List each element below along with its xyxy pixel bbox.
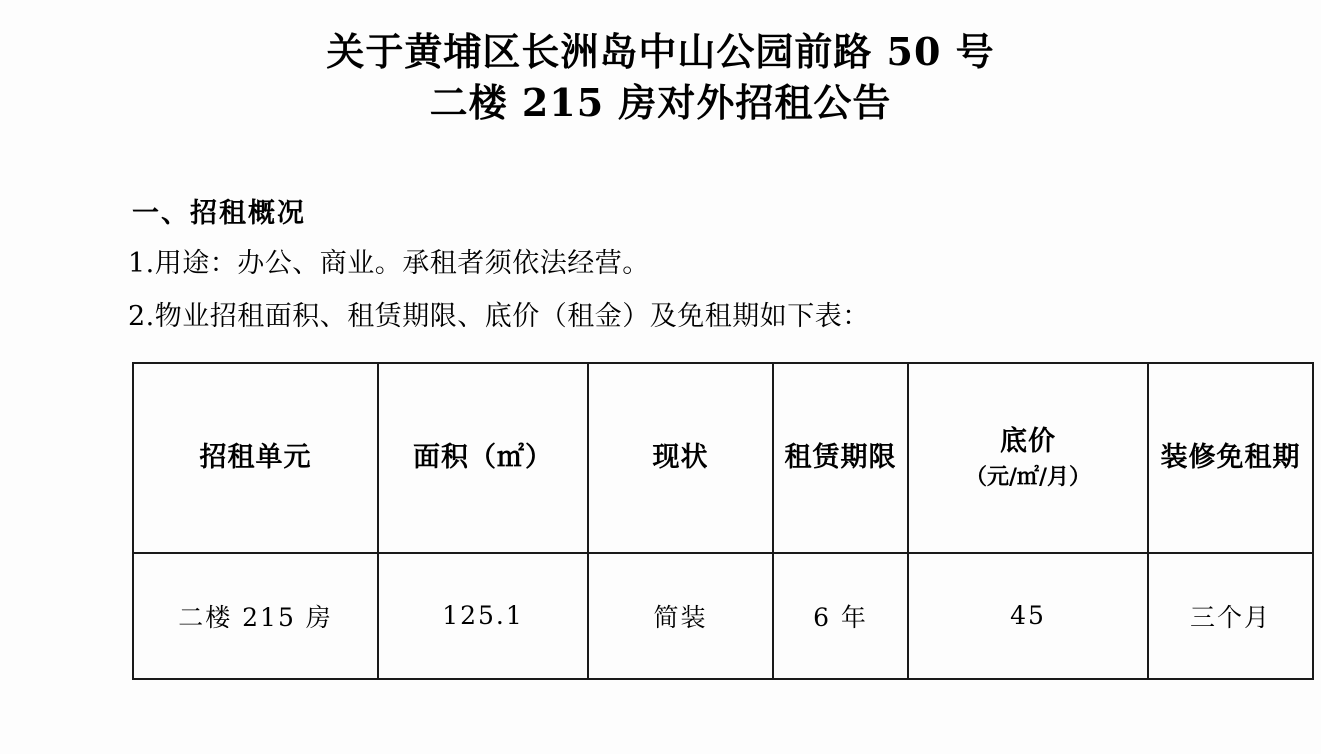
- column-header-area: [378, 363, 588, 553]
- cell-condition: 简装: [588, 553, 773, 679]
- cell-unit: 二楼 215 房: [133, 553, 378, 679]
- table-row: [133, 553, 1313, 679]
- table-header-row: [133, 363, 1313, 553]
- rent-listing-table: [132, 362, 1314, 680]
- column-header-condition: [588, 363, 773, 553]
- column-header-lease-term: [773, 363, 908, 553]
- column-header-rent-free-period: [1148, 363, 1313, 553]
- column-header-base-price: [908, 363, 1148, 553]
- cell-rent-free-period: 三个月: [1148, 553, 1313, 679]
- column-header-rent-free-period-main: 装修免租期: [1160, 442, 1301, 474]
- column-header-unit-main: 招租单元: [199, 442, 312, 474]
- paragraph-usage: 1.用途：办公、商业。承租者须依法经营。: [128, 247, 650, 279]
- column-header-unit: [133, 363, 378, 553]
- column-header-base-price-main: 底价: [1000, 426, 1056, 458]
- page-title: [0, 0, 1321, 129]
- page-title-line-2: 二楼 215 房对外招租公告: [429, 80, 892, 126]
- column-header-area-main: 面积（㎡）: [413, 442, 553, 474]
- cell-lease-term: 6 年: [773, 553, 908, 679]
- table-header: [133, 363, 1313, 553]
- column-header-base-price-sub: （元/㎡/月）: [964, 463, 1092, 490]
- column-header-lease-term-main: 租赁期限: [784, 442, 897, 474]
- paragraph-table-intro: 2.物业招租面积、租赁期限、底价（租金）及免租期如下表：: [128, 300, 870, 332]
- column-header-condition-main: 现状: [652, 442, 709, 474]
- page-title-line-1: 关于黄埔区长洲岛中山公园前路 50 号: [326, 29, 995, 74]
- table-body: [133, 553, 1313, 679]
- section-heading: 一、招租概况: [132, 197, 306, 229]
- cell-area: 125.1: [378, 553, 588, 679]
- cell-base-price: 45: [908, 553, 1148, 679]
